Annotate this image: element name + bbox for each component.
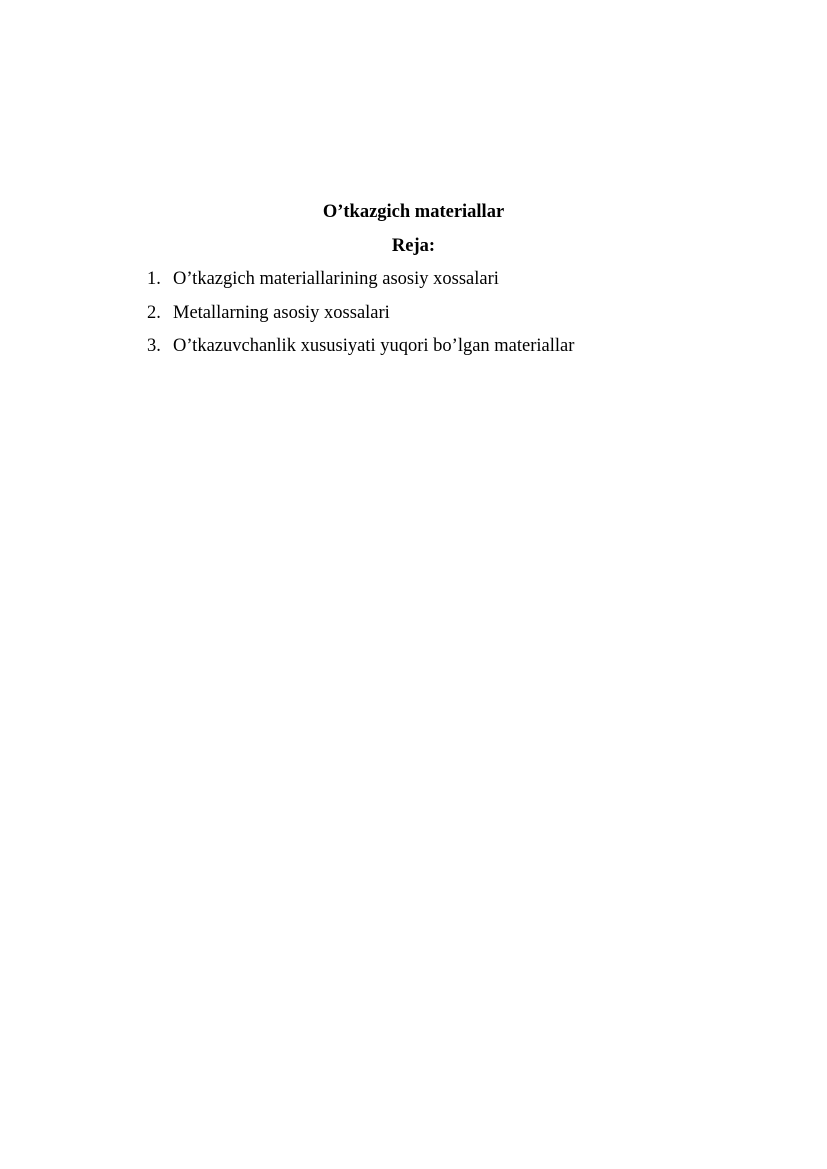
list-item-text: O’tkazgich materiallarining asosiy xossalari [173, 269, 499, 289]
list-item [147, 300, 574, 334]
plan-list [147, 266, 574, 367]
list-item-text: Metallarning asosiy xossalari [173, 302, 390, 323]
list-item-number: 2. [147, 302, 161, 323]
list-item-number: 1. [147, 269, 161, 289]
document-title: O’tkazgich materiallar [322, 202, 505, 222]
list-item [147, 333, 574, 367]
list-item-text: O’tkazuvchanlik xususiyati yuqori bo’lgan materiallar [173, 336, 575, 356]
list-item [147, 266, 574, 300]
list-item-number: 3. [147, 336, 161, 356]
plan-heading: Reja: [391, 236, 436, 256]
